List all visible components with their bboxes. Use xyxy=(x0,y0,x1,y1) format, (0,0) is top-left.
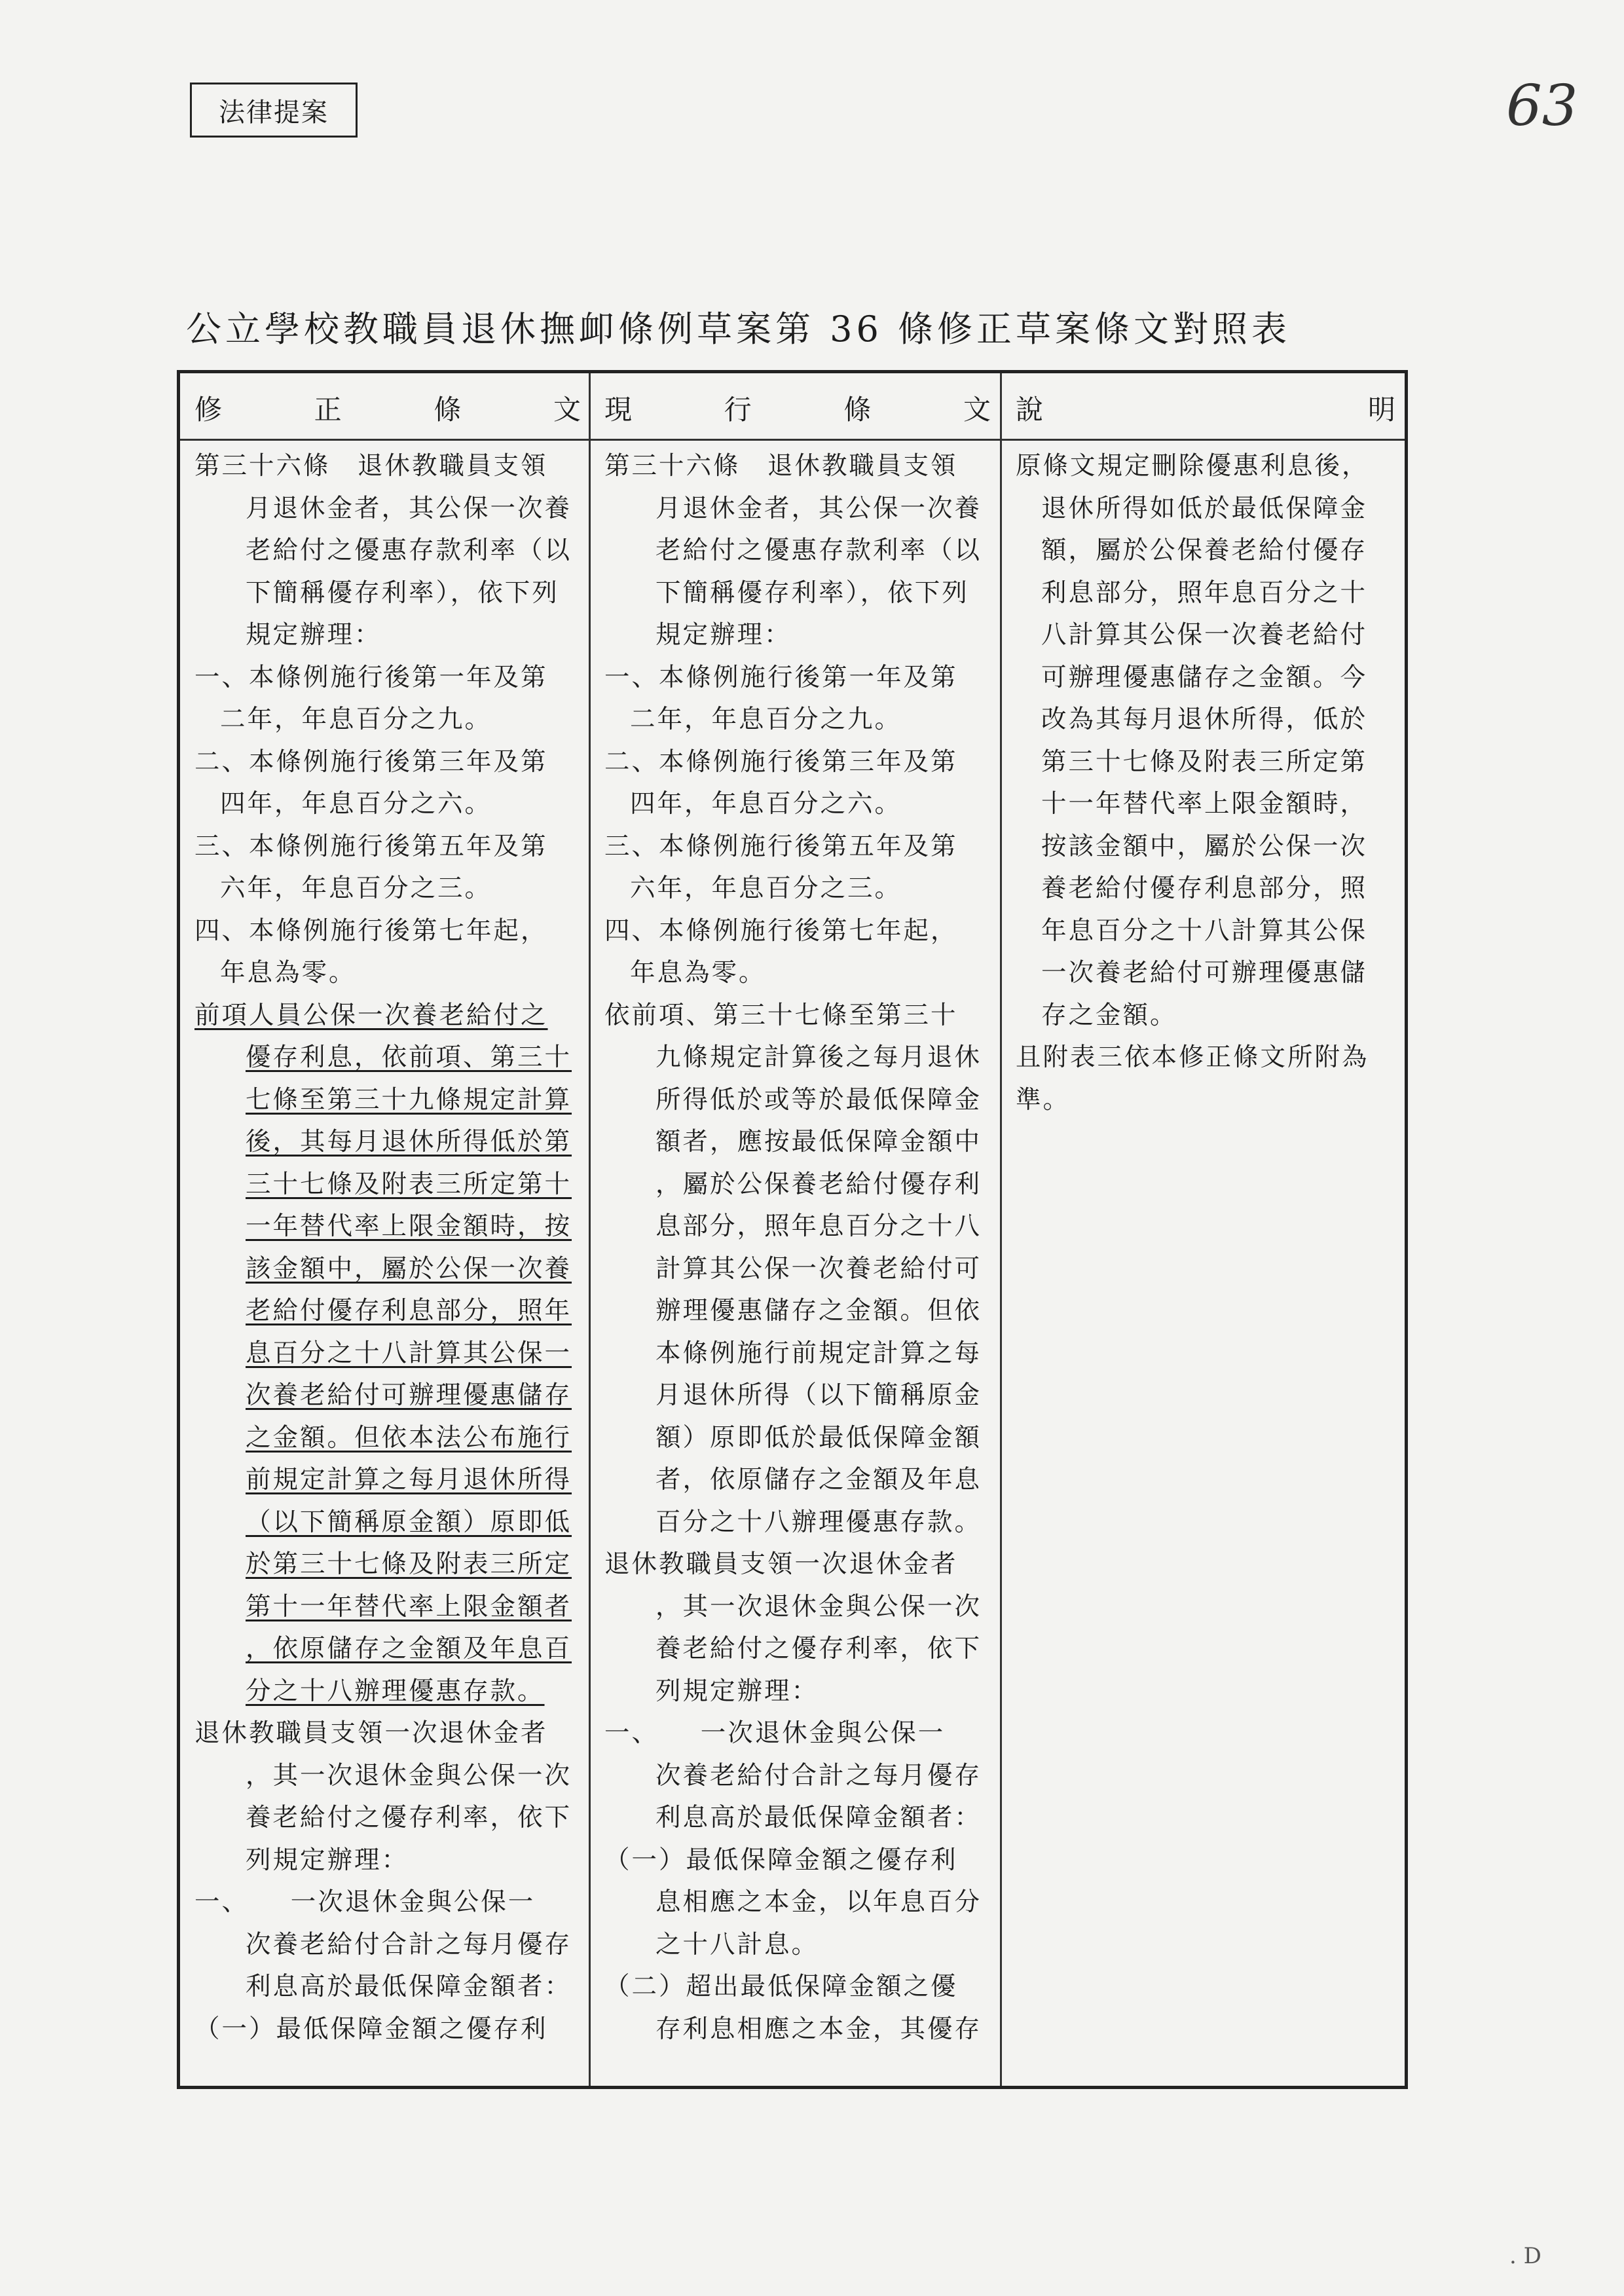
text-line: 二、本條例施行後第三年及第 xyxy=(604,747,958,777)
text-line: ，其一次退休金與公保一次 xyxy=(655,1591,982,1621)
text-line: 退休教職員支領一次退休金者 xyxy=(604,1549,958,1579)
text-line: 第十一年替代率上限金額者 xyxy=(246,1591,572,1621)
amended-text-column xyxy=(194,445,581,2050)
column-divider xyxy=(589,373,591,2086)
text-line: 之十八計息。 xyxy=(655,1929,819,1959)
text-line: 分之十八辦理優惠存款。 xyxy=(246,1676,545,1706)
text-line: 利息部分，照年息百分之十 xyxy=(1041,578,1368,608)
text-line: （一）最低保障金額之優存利 xyxy=(194,2014,548,2044)
text-line: 額，屬於公保養老給付優存 xyxy=(1041,536,1368,565)
text-line: 退休所得如低於最低保障金 xyxy=(1041,493,1368,523)
text-line: （二）超出最低保障金額之優 xyxy=(604,1972,958,2001)
text-line: 規定辦理： xyxy=(655,620,792,650)
column-divider xyxy=(1000,373,1002,2086)
text-line: 次養老給付可辦理優惠儲存 xyxy=(246,1380,572,1410)
header-amended-text xyxy=(194,382,581,434)
text-line: 額者，應按最低保障金額中 xyxy=(655,1127,982,1157)
text-line: 二、本條例施行後第三年及第 xyxy=(194,747,548,777)
text-line: 後，其每月退休所得低於第 xyxy=(246,1127,572,1157)
text-line: 四年，年息百分之六。 xyxy=(630,789,902,819)
text-line: 老給付優存利息部分，照年 xyxy=(246,1296,572,1325)
text-line: 優存利息，依前項、第三十 xyxy=(246,1043,572,1072)
page-number: 63 xyxy=(1506,73,1578,139)
header-char: 條 xyxy=(434,394,462,426)
text-line: 二年，年息百分之九。 xyxy=(630,705,902,734)
text-line: 八計算其公保一次養老給付 xyxy=(1041,620,1368,650)
legislative-proposal-tag: 法律提案 xyxy=(190,83,358,138)
header-char: 行 xyxy=(724,394,752,426)
text-line: ，依原儲存之金額及年息百 xyxy=(246,1634,572,1663)
header-explanation xyxy=(1016,382,1395,434)
text-line: 年息為零。 xyxy=(220,958,356,988)
text-line: 息部分，照年息百分之十八 xyxy=(655,1212,982,1241)
text-line: 次養老給付合計之每月優存 xyxy=(246,1929,572,1959)
text-line: 計算其公保一次養老給付可 xyxy=(655,1253,982,1284)
text-line: 一、 一次退休金與公保一 xyxy=(194,1887,536,1917)
header-char: 條 xyxy=(843,394,872,426)
text-line: ，屬於公保養老給付優存利 xyxy=(655,1169,982,1199)
text-line: 前項人員公保一次養老給付之 xyxy=(194,1000,548,1030)
text-line: 年息為零。 xyxy=(630,958,766,988)
text-line: 者，依原儲存之金額及年息 xyxy=(655,1465,982,1494)
text-line: 月退休金者，其公保一次養 xyxy=(655,493,982,523)
text-line: 百分之十八辦理優惠存款。 xyxy=(655,1507,982,1537)
text-line: 且附表三依本修正條文所附為 xyxy=(1016,1043,1369,1072)
scan-mark: . D xyxy=(1509,2243,1541,2269)
text-line: 第三十七條及附表三所定第 xyxy=(1041,747,1368,777)
text-line: 列規定辦理： xyxy=(246,1845,409,1875)
text-line: 下簡稱優存利率），依下列 xyxy=(655,578,969,608)
header-char: 修 xyxy=(194,394,223,426)
text-line: 存之金額。 xyxy=(1041,1000,1177,1030)
text-line: （一）最低保障金額之優存利 xyxy=(604,1845,958,1875)
text-line: 改為其每月退休所得，低於 xyxy=(1041,705,1368,734)
text-line: （以下簡稱原金額）原即低 xyxy=(246,1507,572,1537)
text-line: ，其一次退休金與公保一次 xyxy=(246,1760,572,1790)
text-line: 第三十六條 退休教職員支領 xyxy=(604,451,958,481)
text-line: 二年，年息百分之九。 xyxy=(220,705,492,734)
header-char: 明 xyxy=(1367,394,1395,426)
text-line: 三十七條及附表三所定第十 xyxy=(246,1169,572,1199)
header-char: 現 xyxy=(604,394,633,426)
text-line: 養老給付之優存利率，依下 xyxy=(246,1803,572,1832)
explanation-column xyxy=(1016,445,1395,1121)
text-line: 按該金額中，屬於公保一次 xyxy=(1041,831,1368,861)
text-line: 次養老給付合計之每月優存 xyxy=(655,1760,982,1790)
header-current-text xyxy=(604,382,991,434)
text-line: 老給付之優惠存款利率（以 xyxy=(246,536,572,565)
text-line: 可辦理優惠儲存之金額。今 xyxy=(1041,662,1368,692)
text-line: 本條例施行前規定計算之每 xyxy=(655,1338,982,1368)
text-line: 辦理優惠儲存之金額。但依 xyxy=(655,1296,982,1325)
text-line: 年息百分之十八計算其公保 xyxy=(1041,916,1368,946)
text-line: 四年，年息百分之六。 xyxy=(220,789,492,819)
text-line: 列規定辦理： xyxy=(655,1676,819,1706)
text-line: 十一年替代率上限金額時， xyxy=(1041,789,1368,819)
text-line: 額）原即低於最低保障金額 xyxy=(655,1422,982,1453)
text-line: 息相應之本金，以年息百分 xyxy=(655,1887,982,1917)
text-line: 第三十六條 退休教職員支領 xyxy=(194,451,548,481)
text-line: 三、本條例施行後第五年及第 xyxy=(194,831,548,861)
text-line: 前規定計算之每月退休所得 xyxy=(246,1465,572,1494)
text-line: 四、本條例施行後第七年起， xyxy=(194,916,548,946)
comparison-table xyxy=(177,370,1408,2089)
text-line: 老給付之優惠存款利率（以 xyxy=(655,536,982,565)
text-line: 一、本條例施行後第一年及第 xyxy=(604,662,958,692)
text-line: 存利息相應之本金，其優存 xyxy=(655,2014,982,2044)
header-char: 說 xyxy=(1016,394,1044,426)
text-line: 於第三十七條及附表三所定 xyxy=(246,1549,572,1579)
text-line: 月退休金者，其公保一次養 xyxy=(246,493,572,523)
text-line: 利息高於最低保障金額者： xyxy=(246,1972,572,2001)
current-text-column xyxy=(604,445,991,2050)
text-line: 息百分之十八計算其公保一 xyxy=(246,1338,572,1368)
text-line: 三、本條例施行後第五年及第 xyxy=(604,831,958,861)
text-line: 七條至第三十九條規定計算 xyxy=(246,1084,572,1115)
text-line: 原條文規定刪除優惠利息後， xyxy=(1016,451,1369,481)
text-line: 下簡稱優存利率），依下列 xyxy=(246,578,559,608)
text-line: 一、 一次退休金與公保一 xyxy=(604,1718,946,1748)
header-char: 文 xyxy=(963,394,991,426)
header-char: 正 xyxy=(314,394,342,426)
text-line: 準。 xyxy=(1016,1084,1071,1115)
page-title: 公立學校教職員退休撫卹條例草案第 36 條修正草案條文對照表 xyxy=(186,308,1291,350)
text-line: 一次養老給付可辦理優惠儲 xyxy=(1041,958,1368,988)
header-divider xyxy=(180,439,1405,441)
text-line: 之金額。但依本法公布施行 xyxy=(246,1422,572,1453)
text-line: 養老給付之優存利率，依下 xyxy=(655,1634,982,1663)
header-char: 文 xyxy=(553,394,581,426)
text-line: 六年，年息百分之三。 xyxy=(630,874,902,903)
text-line: 一、本條例施行後第一年及第 xyxy=(194,662,548,692)
text-line: 該金額中，屬於公保一次養 xyxy=(246,1253,572,1284)
text-line: 所得低於或等於最低保障金 xyxy=(655,1084,982,1115)
text-line: 六年，年息百分之三。 xyxy=(220,874,492,903)
text-line: 一年替代率上限金額時，按 xyxy=(246,1212,572,1241)
text-line: 利息高於最低保障金額者： xyxy=(655,1803,982,1832)
text-line: 養老給付優存利息部分，照 xyxy=(1041,874,1368,903)
text-line: 退休教職員支領一次退休金者 xyxy=(194,1718,548,1748)
text-line: 九條規定計算後之每月退休 xyxy=(655,1043,982,1072)
text-line: 規定辦理： xyxy=(246,620,382,650)
text-line: 四、本條例施行後第七年起， xyxy=(604,916,958,946)
text-line: 月退休所得（以下簡稱原金 xyxy=(655,1380,982,1410)
text-line: 依前項、第三十七條至第三十 xyxy=(604,1000,958,1030)
